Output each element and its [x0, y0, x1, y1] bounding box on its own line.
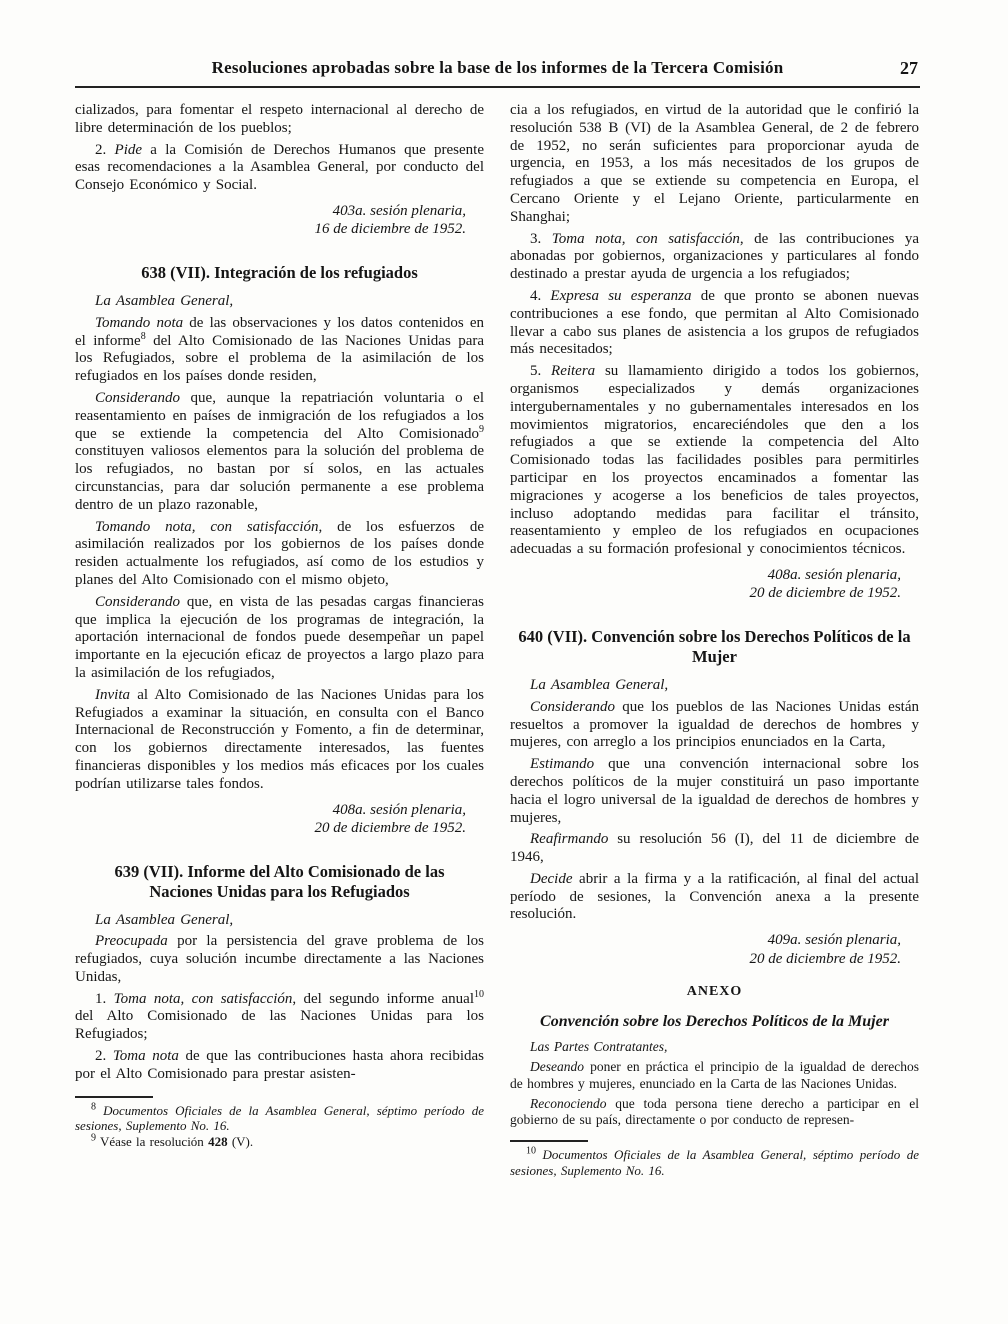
session-note-line: 408a. sesión plenaria,: [767, 566, 901, 583]
salutation: [510, 677, 919, 695]
paragraph: [75, 988, 484, 1044]
paragraph: [75, 1048, 484, 1084]
text-run: Véase la resolución: [100, 1134, 209, 1150]
salutation: [75, 293, 484, 311]
paragraph: [510, 231, 919, 284]
text-run: La Asamblea General,: [530, 676, 669, 693]
text-run: su llamamiento dirigido a todos los gobiernos, organismos especializados y demás organizaciones intergubernamentales y no gubernamentales interesados en los movimientos migratorios, encareciéndoles que den a los refugiados a que se extiende la competencia del Alto Comisionado todas las facilidades posibles para permitirles participar en los proyectos encaminados a fomentar las migraciones y acogerse a los beneficios de tales proyectos, incluso adoptando medidas para facilitar el tránsito, reasentamiento y empleo de los refugiados en ocupaciones adecuadas a su formación profesional y conocimientos técnicos.: [510, 363, 920, 558]
text-run: Preocupada: [95, 933, 168, 950]
text-run: Pide: [114, 141, 143, 158]
text-run: que, aunque la repatriación voluntaria o el reasentamiento en países de inmigración de los refugiados a los que se extiende la competencia del Alto Comisionado: [75, 389, 484, 442]
text-run: 1.: [95, 990, 114, 1007]
footnote-marker: 9: [91, 1132, 96, 1144]
text-run: Considerando: [530, 698, 616, 715]
text-run: Documentos Oficiales de la Asamblea General, séptimo período de sesiones, Suplemento No. 16.: [75, 1102, 485, 1134]
footnotes: [510, 1140, 919, 1179]
text-run: Toma nota: [112, 1048, 179, 1065]
paragraph: [510, 871, 919, 924]
text-run: Considerando: [95, 389, 181, 406]
footnote: [75, 1134, 484, 1150]
session-note: [510, 931, 901, 968]
paragraph: [75, 519, 484, 590]
paragraph: [75, 687, 484, 794]
footnote-marker: 9: [479, 423, 484, 435]
text-run: , de las contribuciones ya abonadas por gobiernos, organizaciones y particulares al fondo destinado a prestar ayuda de urgencia a los refugiados;: [510, 230, 919, 283]
text-run: Tomando nota, con satisfacción: [95, 518, 319, 535]
paragraph: [75, 594, 484, 683]
footnote-marker: 8: [140, 330, 146, 342]
session-note-line: 409a. sesión plenaria,: [767, 932, 901, 949]
text-run: abrir a la firma y a la ratificación, al final del actual período de sesiones, la Convención anexa a la presente resolución.: [510, 870, 919, 923]
session-note-line: 408a. sesión plenaria,: [332, 801, 466, 818]
column-left: [75, 102, 484, 1179]
text-run: Reconociendo: [530, 1095, 607, 1111]
text-run: , de los esfuerzos de asimilación realizados por los gobiernos de los países donde residen actualmente los refugiados, así como de los estudios y planes del Alto Comisionado con el mismo objeto,: [75, 518, 484, 588]
paragraph: [510, 699, 919, 752]
text-run: de que las contribuciones hasta ahora recibidas por el Alto Comisionado para prestar asisten-: [75, 1048, 485, 1082]
text-run: que, en vista de las pesadas cargas financieras que implica la ejecución de los programas de integración, la aportación internacional de fondos puede desempeñar un papel importante en la ejecución eficaz de proyectos a largo plazo para la asimilación de los refugiados,: [75, 593, 484, 681]
paragraph: [510, 1059, 919, 1091]
text-run: que toda persona tiene derecho a participar en el gobierno de su país, directamente o por conducto de represen-: [510, 1095, 919, 1128]
page-header: [75, 56, 920, 82]
paragraph: [510, 102, 919, 227]
text-run: Estimando: [530, 756, 595, 773]
salutation: [510, 1039, 919, 1055]
text-run: Considerando: [95, 593, 181, 610]
session-note-line: 20 de diciembre de 1952.: [314, 820, 466, 836]
paragraph: [75, 390, 484, 515]
paragraph: [510, 363, 919, 559]
text-run: 428: [208, 1134, 228, 1150]
text-run: Tomando nota: [95, 314, 184, 331]
paragraph: [510, 756, 919, 827]
footnote: [75, 1103, 484, 1135]
text-run: a la Comisión de Derechos Humanos que presente esas recomendaciones a la Asamblea General, por conducto del Consejo Económico y Social.: [75, 141, 485, 194]
paragraph: [75, 315, 484, 386]
text-run: (V).: [227, 1134, 254, 1150]
text-run: 2.: [95, 1048, 113, 1065]
footnote-marker: 8: [91, 1101, 96, 1113]
text-run: de las observaciones y los datos contenidos en el informe: [75, 314, 484, 349]
two-column-body: [75, 102, 920, 1179]
text-run: del Alto Comisionado de las Naciones Unidas para los Refugiados;: [75, 1008, 484, 1043]
text-run: poner en práctica el principio de la igualdad de derechos de hombres y mujeres, enunciado en la Carta de las Naciones Unidas.: [510, 1059, 919, 1091]
salutation: [75, 912, 484, 930]
footnote-rule: [510, 1140, 588, 1142]
text-run: Toma nota, con satisfacción: [113, 990, 293, 1007]
text-run: Deseando: [530, 1059, 584, 1075]
paragraph: [510, 1096, 919, 1128]
text-run: Las Partes Contratantes,: [530, 1039, 668, 1055]
text-run: que una convención internacional sobre los derechos políticos de la mujer constituirá un paso importante hacia el logro universal de la igualdad de derechos de hombres y mujeres,: [510, 756, 919, 826]
session-note: [510, 566, 901, 603]
text-run: 4.: [530, 287, 551, 304]
text-run: La Asamblea General,: [95, 292, 234, 309]
paragraph: [75, 142, 484, 195]
session-note: [75, 202, 466, 239]
text-run: que los pueblos de las Naciones Unidas están resueltos a promover la igualdad de derechos de hombres y mujeres, con arreglo a los principios enunciados en la Carta,: [510, 698, 919, 751]
header-rule: [75, 86, 920, 88]
text-run: Decide: [530, 870, 573, 887]
paragraph: [75, 933, 484, 986]
paragraph: [510, 831, 919, 867]
text-run: Reafirmando: [530, 831, 609, 848]
text-run: Expresa su esperanza: [550, 287, 692, 304]
session-note: [75, 801, 466, 838]
text-run: , del segundo informe anual: [292, 990, 474, 1007]
session-note-line: 20 de diciembre de 1952.: [749, 585, 901, 602]
resolution-heading: 639 (VII). Informe del Alto Comisionado de las Naciones Unidas para los Refugiados: [114, 861, 445, 901]
resolution-heading: 638 (VII). Integración de los refugiados: [141, 262, 418, 282]
footnote-marker: 10: [474, 988, 484, 1000]
annex-label: ANEXO: [686, 984, 743, 1000]
session-note-line: 403a. sesión plenaria,: [332, 202, 466, 219]
text-run: Toma nota, con satisfacción: [551, 230, 740, 247]
page-number: 27: [900, 58, 918, 78]
text-run: por la persistencia del grave problema de los refugiados, cuya solución incumbe directamente a las Naciones Unidas,: [75, 933, 484, 985]
footnotes: [75, 1096, 484, 1150]
text-run: al Alto Comisionado de las Naciones Unidas para los Refugiados a examinar la situación, en consulta con el Banco Internacional de Reconstrucción y Fomento, a fin de determinar, con los gobiernos directamente interesados, las fuentes financieras disponibles y los medios más eficaces por los cuales podrían utilizarse tales fondos.: [75, 686, 484, 792]
text-run: 5.: [530, 363, 552, 380]
text-run: del Alto Comisionado de las Naciones Unidas para los Refugiados, sobre el problema de la asimilación de los refugiados en los países donde residen,: [75, 332, 485, 385]
session-note-line: 16 de diciembre de 1952.: [314, 221, 466, 238]
footnote-marker: 10: [526, 1145, 536, 1157]
text-run: constituyen valiosos elementos para la solución del problema de los refugiados, no bastan por sí solos, en las actuales circunstancias, para dar solución permanente a ese problema dentro de un plazo razonable,: [75, 443, 484, 513]
footnote-rule: [75, 1096, 153, 1098]
text-run: cializados, para fomentar el respeto internacional al derecho de libre determinación de los pueblos;: [75, 102, 484, 136]
session-note-line: 20 de diciembre de 1952.: [749, 950, 901, 967]
text-run: su resolución 56 (I), del 11 de diciembre de 1946,: [510, 831, 919, 866]
resolution-heading: 640 (VII). Convención sobre los Derechos Políticos de la Mujer: [518, 626, 911, 666]
footnote: [510, 1147, 919, 1179]
text-run: Documentos Oficiales de la Asamblea General, séptimo período de sesiones, Suplemento No. 16.: [510, 1147, 920, 1179]
text-run: Invita: [95, 686, 130, 703]
text-run: cia a los refugiados, en virtud de la autoridad que le confirió la resolución 538 B (VI) de la Asamblea General, de 2 de febrero de 1952, no serán suficientes para proporcionar ayuda de urgencia, en 1953, a los más necesitados de los grupos de refugiados a que se extiende su competencia en Europa, el Cercano Oriente y el Lejano Oriente, particularmente en Shanghai;: [510, 102, 919, 225]
page-title: Resoluciones aprobadas sobre la base de los informes de la Tercera Comisión: [211, 58, 784, 77]
text-run: 2.: [95, 141, 115, 158]
column-right: [510, 102, 919, 1179]
annex-title: Convención sobre los Derechos Políticos de la Mujer: [540, 1013, 889, 1031]
text-run: La Asamblea General,: [95, 911, 234, 928]
text-run: Reitera: [551, 363, 596, 380]
text-run: 3.: [530, 230, 552, 247]
paragraph: [75, 102, 484, 138]
text-run: de que pronto se abonen nuevas contribuciones a ese fondo, que permitan al Alto Comisionado llevar a cabo sus planes de asistencia a los grupos de refugiados más necesitados;: [510, 287, 919, 358]
paragraph: [510, 288, 919, 359]
